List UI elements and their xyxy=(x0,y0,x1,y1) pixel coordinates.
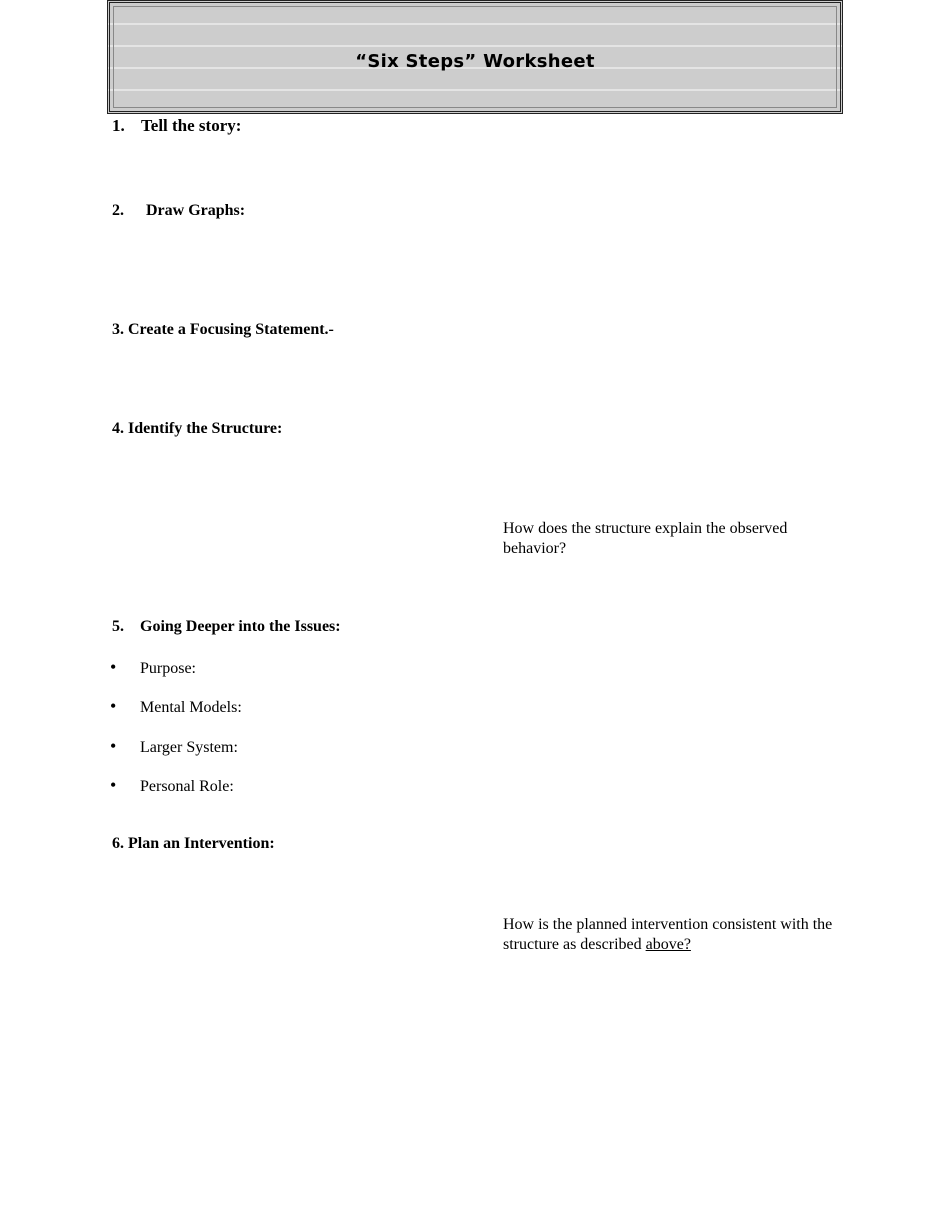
bullet-icon: • xyxy=(110,736,117,756)
bullet-icon: • xyxy=(110,696,117,716)
structure-question: How does the structure explain the observed behavior? xyxy=(503,520,788,557)
step-3-heading xyxy=(112,321,334,339)
list-item-personal-role xyxy=(110,775,234,796)
step-5-label: Going Deeper into the Issues: xyxy=(140,618,341,635)
step-6-label: Plan an Intervention: xyxy=(128,835,275,852)
step-5-heading xyxy=(112,618,341,636)
step-4-label: Identify the Structure: xyxy=(128,420,283,437)
step-4-heading xyxy=(112,420,282,438)
worksheet-title: “Six Steps” Worksheet xyxy=(355,51,595,72)
list-item-label: Purpose: xyxy=(140,660,196,677)
step-5-number: 5. xyxy=(112,618,124,635)
step-2-heading xyxy=(112,202,245,220)
step-6-number: 6. xyxy=(112,835,124,852)
list-item-label: Mental Models: xyxy=(140,699,242,716)
intervention-question-underlined: above? xyxy=(645,936,691,953)
step-3-number: 3. xyxy=(112,321,124,338)
step-4-number: 4. xyxy=(112,420,124,437)
list-item-label: Larger System: xyxy=(140,739,238,756)
step-2-label: Draw Graphs: xyxy=(146,202,246,219)
step-1-number: 1. xyxy=(112,116,125,135)
step-3-label: Create a Focusing Statement.- xyxy=(128,321,334,338)
intervention-question-text: How is the planned intervention consistent with the structure as described xyxy=(503,916,833,953)
step-1-heading xyxy=(112,116,241,136)
bullet-icon: • xyxy=(110,657,117,677)
list-item-larger-system xyxy=(110,736,238,757)
title-banner xyxy=(107,0,843,114)
bullet-icon: • xyxy=(110,775,117,795)
list-item-label: Personal Role: xyxy=(140,778,234,795)
step-6-heading xyxy=(112,835,275,853)
list-item-mental-models xyxy=(110,696,242,717)
step-1-label: Tell the story: xyxy=(141,116,242,135)
list-item-purpose xyxy=(110,657,196,678)
intervention-question xyxy=(503,915,848,955)
step-2-number: 2. xyxy=(112,202,124,219)
